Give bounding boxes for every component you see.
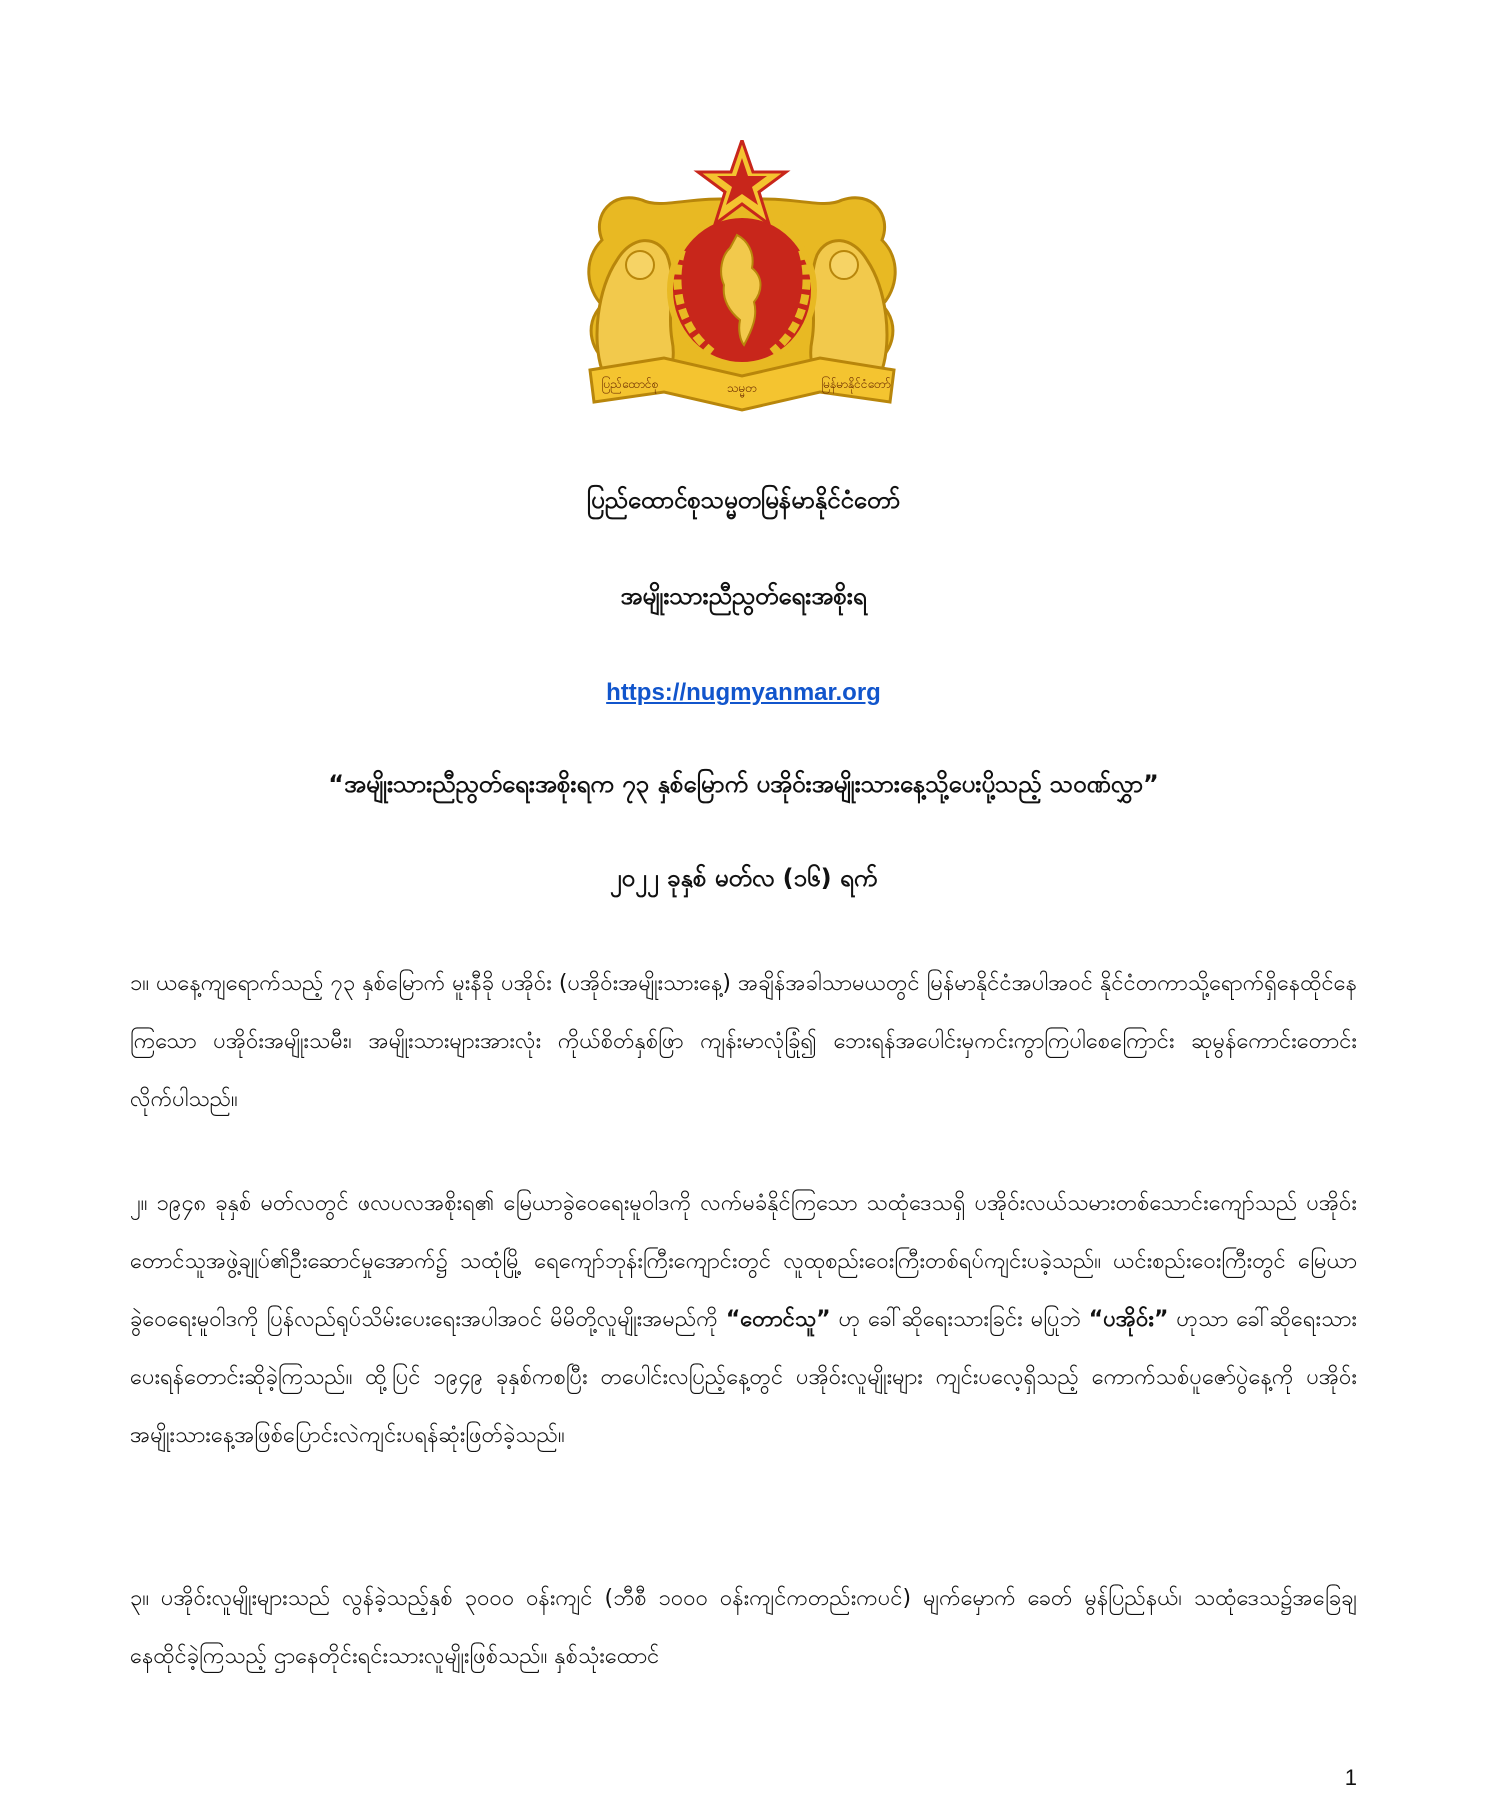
country-title: ပြည်ထောင်စုသမ္မတမြန်မာနိုင်ငံတော် xyxy=(586,486,901,514)
paragraph-2-bold-taungthu: “တောင်သူ” xyxy=(725,1307,831,1332)
emblem-ribbon-right: မြန်မာနိုင်ငံတော် xyxy=(821,377,891,391)
paragraph-2-text-b: ဟု ခေါ်ဆိုရေးသားခြင်း မပြုဘဲ xyxy=(838,1307,1081,1332)
paragraph-2-text-c: ဟုသာ ခေါ်ဆိုရေးသားပေးရန်တောင်းဆိုခဲ့ကြသည်။ ထို့ပြင် ၁၉၄၉ ခုနှစ်ကစပြီး တပေါင်းလပြည့်နေ့တွင် ပအိုဝ်းလူမျိုးများ ကျင်းပလေ့ရှိသည့် ကောက်သစ်ပူဇော်ပွဲနေ့ကို ပအိုဝ်းအမျိုးသားနေ့အဖြစ်ပြောင်းလဲကျင်းပရန်ဆုံးဖြတ်ခဲ့သည်။ xyxy=(130,1307,1357,1448)
government-title: အမျိုးသားညီညွတ်ရေးအစိုးရ xyxy=(620,582,867,610)
paragraph-2-text-a: ၂။ ၁၉၄၈ ခုနှစ် မတ်လတွင် ဖလပလအစိုးရ၏ မြေယာခွဲဝေရေးမူဝါဒကို လက်မခံနိုင်ကြသော သထုံဒေသရှိ ပအိုဝ်းလယ်သမားတစ်သောင်းကျော်သည် ပအိုဝ်းတောင်သူအဖွဲ့ချုပ်၏ဦးဆောင်မှုအောက်၌ သထုံမြို့ ရေကျော်ဘုန်းကြီးကျောင်းတွင် လူထုစည်းဝေးကြီးတစ်ရပ်ကျင်းပခဲ့သည်။ ယင်းစည်းဝေးကြီးတွင် မြေယာခွဲဝေရေးမူဝါဒကို ပြန်လည်ရုပ်သိမ်းပေးရေးအပါအဝင် မိမိတို့လူမျိုးအမည်ကို xyxy=(130,1191,1357,1332)
headline: “အမျိုးသားညီညွတ်ရေးအစိုးရက ၇၃ နှစ်မြောက် ပအိုဝ်းအမျိုးသားနေ့သို့ပေးပို့သည့် သဝဏ်လွှာ” xyxy=(328,770,1159,798)
document-date: ၂၀၂၂ ခုနှစ် မတ်လ (၁၆) ရက် xyxy=(609,864,878,892)
paragraph-2 xyxy=(130,1175,1357,1465)
website-link[interactable]: https://nugmyanmar.org xyxy=(606,679,881,706)
paragraph-1: ၁။ ယနေ့ကျရောက်သည့် ၇၃ နှစ်မြောက် မူးနီခို ပအိုဝ်း (ပအိုဝ်းအမျိုးသားနေ့) အချိန်အခါသာမယတွင် မြန်မာနိုင်ငံအပါအဝင် နိုင်ငံတကာသို့ရောက်ရှိနေထိုင်နေကြသော ပအိုဝ်းအမျိုးသမီး၊ အမျိုးသားများအားလုံး ကိုယ်စိတ်နှစ်ဖြာ ကျန်းမာလုံခြုံ၍ ဘေးရန်အပေါင်းမှကင်းကွာကြပါစေကြောင်း ဆုမွန်ကောင်းတောင်းလိုက်ပါသည်။ xyxy=(130,971,1357,1112)
paragraph-3: ၃။ ပအိုဝ်းလူမျိုးများသည် လွန်ခဲ့သည့်နှစ် ၃၀၀၀ ဝန်းကျင် (ဘီစီ ၁၀၀၀ ဝန်းကျင်ကတည်းကပင်) မျက်မှောက် ခေတ် မွန်ပြည်နယ်၊ သထုံဒေသ၌အခြေချနေထိုင်ခဲ့ကြသည့် ဌာနေတိုင်းရင်းသားလူမျိုးဖြစ်သည်။ နှစ်သုံးထောင် xyxy=(130,1586,1357,1669)
emblem-ribbon-left: ပြည်ထောင်စု xyxy=(601,377,659,391)
website-line xyxy=(0,676,1487,709)
paragraph-2-bold-pa-o: “ပအိုဝ်း” xyxy=(1088,1307,1169,1332)
emblem-ribbon-center: သမ္မတ xyxy=(726,381,758,395)
myanmar-state-emblem-icon xyxy=(572,140,912,422)
page-number: 1 xyxy=(1344,1765,1357,1790)
